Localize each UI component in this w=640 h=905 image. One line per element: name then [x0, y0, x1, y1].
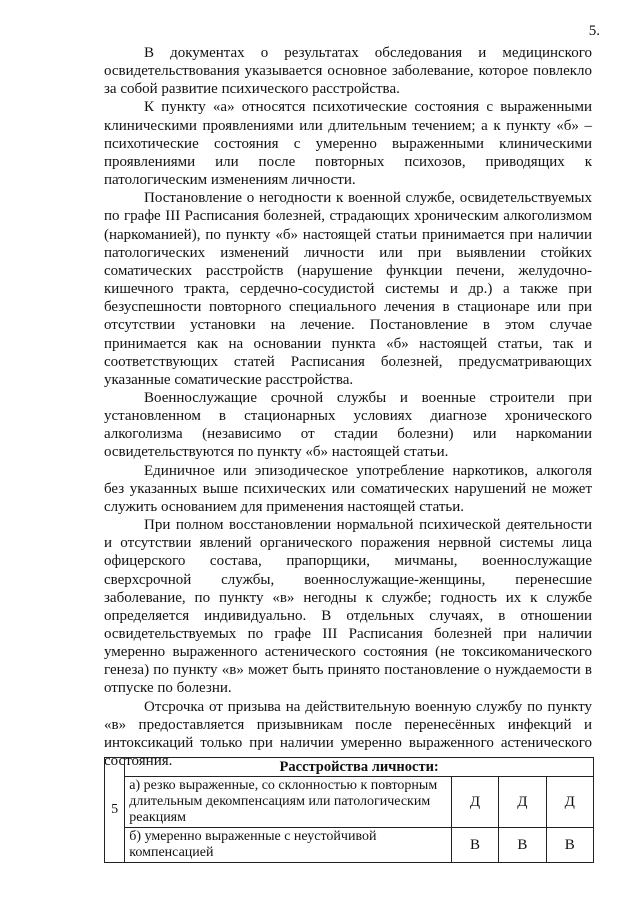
paragraph: Отсрочка от призыва на действительную военную службу по пункту «в» предоставляется призывникам после перенесённых инфекций и интоксикаций только при наличии умеренно выраженного астенического состояния. — [104, 698, 592, 770]
disease-schedule-table — [104, 757, 594, 863]
paragraph: К пункту «а» относятся психотические состояния с выраженными клиническими проявлениями или длительным течением; а к пункту «б» – психотические состояния с умеренно выраженными клиническими проявлениями или после повторных психозов, приводящих к патологическим изменениям личности. — [104, 99, 592, 189]
paragraph: В документах о результатах обследования и медицинского освидетельствования указывается основное заболевание, которое повлекло за собой развитие психического расстройства. — [104, 45, 592, 98]
category-cell: В — [451, 828, 498, 863]
category-cell: В — [499, 828, 546, 863]
category-cell: Д — [546, 777, 593, 828]
table-header-row — [105, 758, 594, 777]
category-cell: В — [546, 828, 593, 863]
paragraph: Военнослужащие срочной службы и военные строители при установленном в стационарных условиях диагнозе хронического алкоголизма (независимо от стадии болезни) или наркомании освидетельствуются по пункту «б» настоящей статьи. — [104, 389, 592, 461]
table-heading: Расстройства личности: — [125, 758, 594, 777]
row-description: а) резко выраженные, со склонностью к повторным длительным декомпенсациям или патологическим реакциям — [125, 777, 452, 828]
body-text — [104, 44, 592, 770]
category-cell: Д — [499, 777, 546, 828]
paragraph: При полном восстановлении нормальной психической деятельности и отсутствии явлений органического поражения нервной системы лица офицерского состава, прапорщики, мичманы, военнослужащие сверхсрочной службы, военнослужащие-женщины, перенесшие заболевание, по пункту «в» негодны к службе; годность их к службе определяется индивидуально. В отдельных случаях, в отношении освидетельствуемых по графе III Расписания болезней при наличии умеренно выраженного астенического состояния (не токсикоманического генеза) по пункту «в» может быть принято постановление о нуждаемости в отпуске по болезни. — [104, 517, 592, 697]
page-number: 5. — [588, 23, 600, 39]
paragraph: Единичное или эпизодическое употребление наркотиков, алкоголя без указанных выше психических или соматических нарушений не может служить основанием для применения настоящей статьи. — [104, 462, 592, 515]
row-description: б) умеренно выраженные с неустойчивой компенсацией — [125, 828, 452, 863]
category-cell: Д — [451, 777, 498, 828]
table-row — [105, 828, 594, 863]
paragraph: Постановление о негодности к военной службе, освидетельствуемых по графе III Расписания болезней, страдающих хроническим алкоголизмом (наркоманией), по пункту «б» настоящей статьи принимается при наличии патологических изменений личности или при выявлении стойких соматических расстройств (нарушение функции печени, желудочно-кишечного тракта, сердечно-сосудистой системы и др.) а также при безуспешности повторного специального лечения в стационаре или при отсутствии установки на лечение. Постановление в этом случае принимается как на основании пункта «б» настоящей статьи, так и соответствующих статей Расписания болезней, предусматривающих указанные соматические расстройства. — [104, 190, 592, 388]
table-row — [105, 777, 594, 828]
article-number-cell: 5 — [105, 758, 125, 863]
